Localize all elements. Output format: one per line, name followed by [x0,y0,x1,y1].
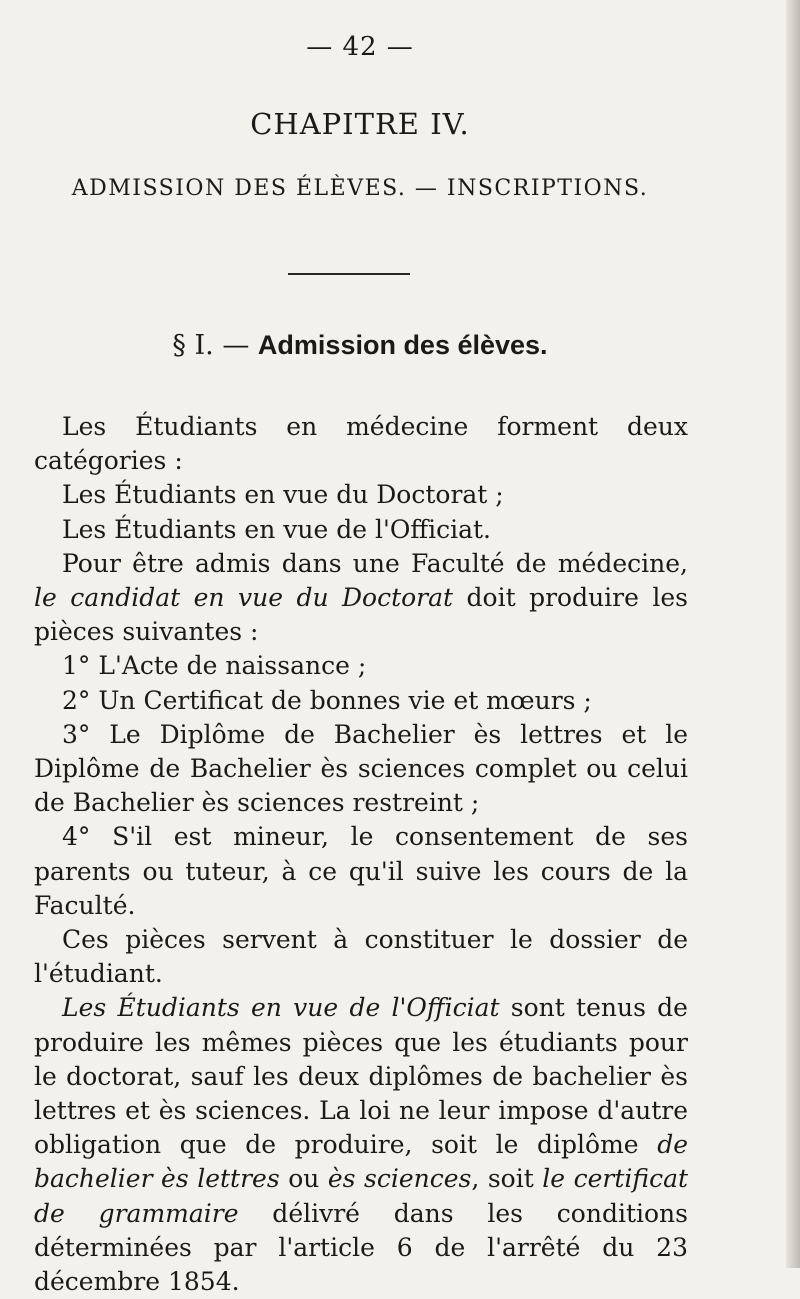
subsection-prefix: § I. — [172,330,258,361]
paragraph: Ces pièces servent à constituer le dossier de l'étudiant. [34,925,688,989]
list-item: 3° Le Diplôme de Bachelier ès lettres et le Diplôme de Bachelier ès sciences complet ou celui de Bachelier ès sciences restreint ; [34,719,688,818]
list-item: 4° S'il est mineur, le consentement de ses parents ou tuteur, à ce qu'il suive les cours de la Faculté. [34,822,688,920]
paragraph: Les Étudiants en vue du Doctorat ; [62,480,504,510]
paragraph-italic: le candidat en vue du Doctorat [34,583,454,613]
paragraph-italic: Les Étudiants en vue de l'Officiat [62,993,500,1023]
paragraph-text: Pour être admis dans une Faculté de médecine, [62,548,688,578]
paragraph-text: délivré dans les conditions déterminées par l'article 6 de l'arrêté du 23 décembre 1854. [34,1198,688,1297]
list-item: 1° L'Acte de naissance ; [62,651,367,681]
page-edge [786,0,800,1268]
paragraph-text: doit produire les pièces suivantes : [34,583,688,647]
subsection-label: Admission des élèves. [257,330,548,360]
page-number: — 42 — [306,32,414,62]
list-item: 2° Un Certificat de bonnes vie et mœurs ; [62,685,592,715]
paragraph: Les Étudiants en vue de l'Officiat. [62,514,491,544]
paragraph-italic: ès sciences [327,1164,472,1194]
paragraph-text: , soit [471,1164,543,1194]
body-text [34,410,688,1299]
paragraph-text: sont tenus de produire les mêmes pièces que les étudiants pour le doctorat, sauf les deux diplômes de bachelier ès lettres et ès sciences. La loi ne leur impose d'autre obligation que de produire, soit le diplôme [34,993,688,1160]
paragraph-text: ou [279,1164,328,1194]
paragraph [34,547,688,650]
paragraph-italic: le certificat de grammaire [34,1164,689,1228]
chapter-title: CHAPITRE IV. [250,107,470,141]
paragraph [34,991,688,1299]
horizontal-rule [288,273,410,275]
paragraph-italic: de bachelier ès lettres [34,1130,688,1194]
paragraph: Les Étudiants en médecine forment deux catégories : [34,412,688,476]
section-heading: ADMISSION DES ÉLÈVES. — INSCRIPTIONS. [71,176,649,201]
subsection-heading [150,330,570,361]
